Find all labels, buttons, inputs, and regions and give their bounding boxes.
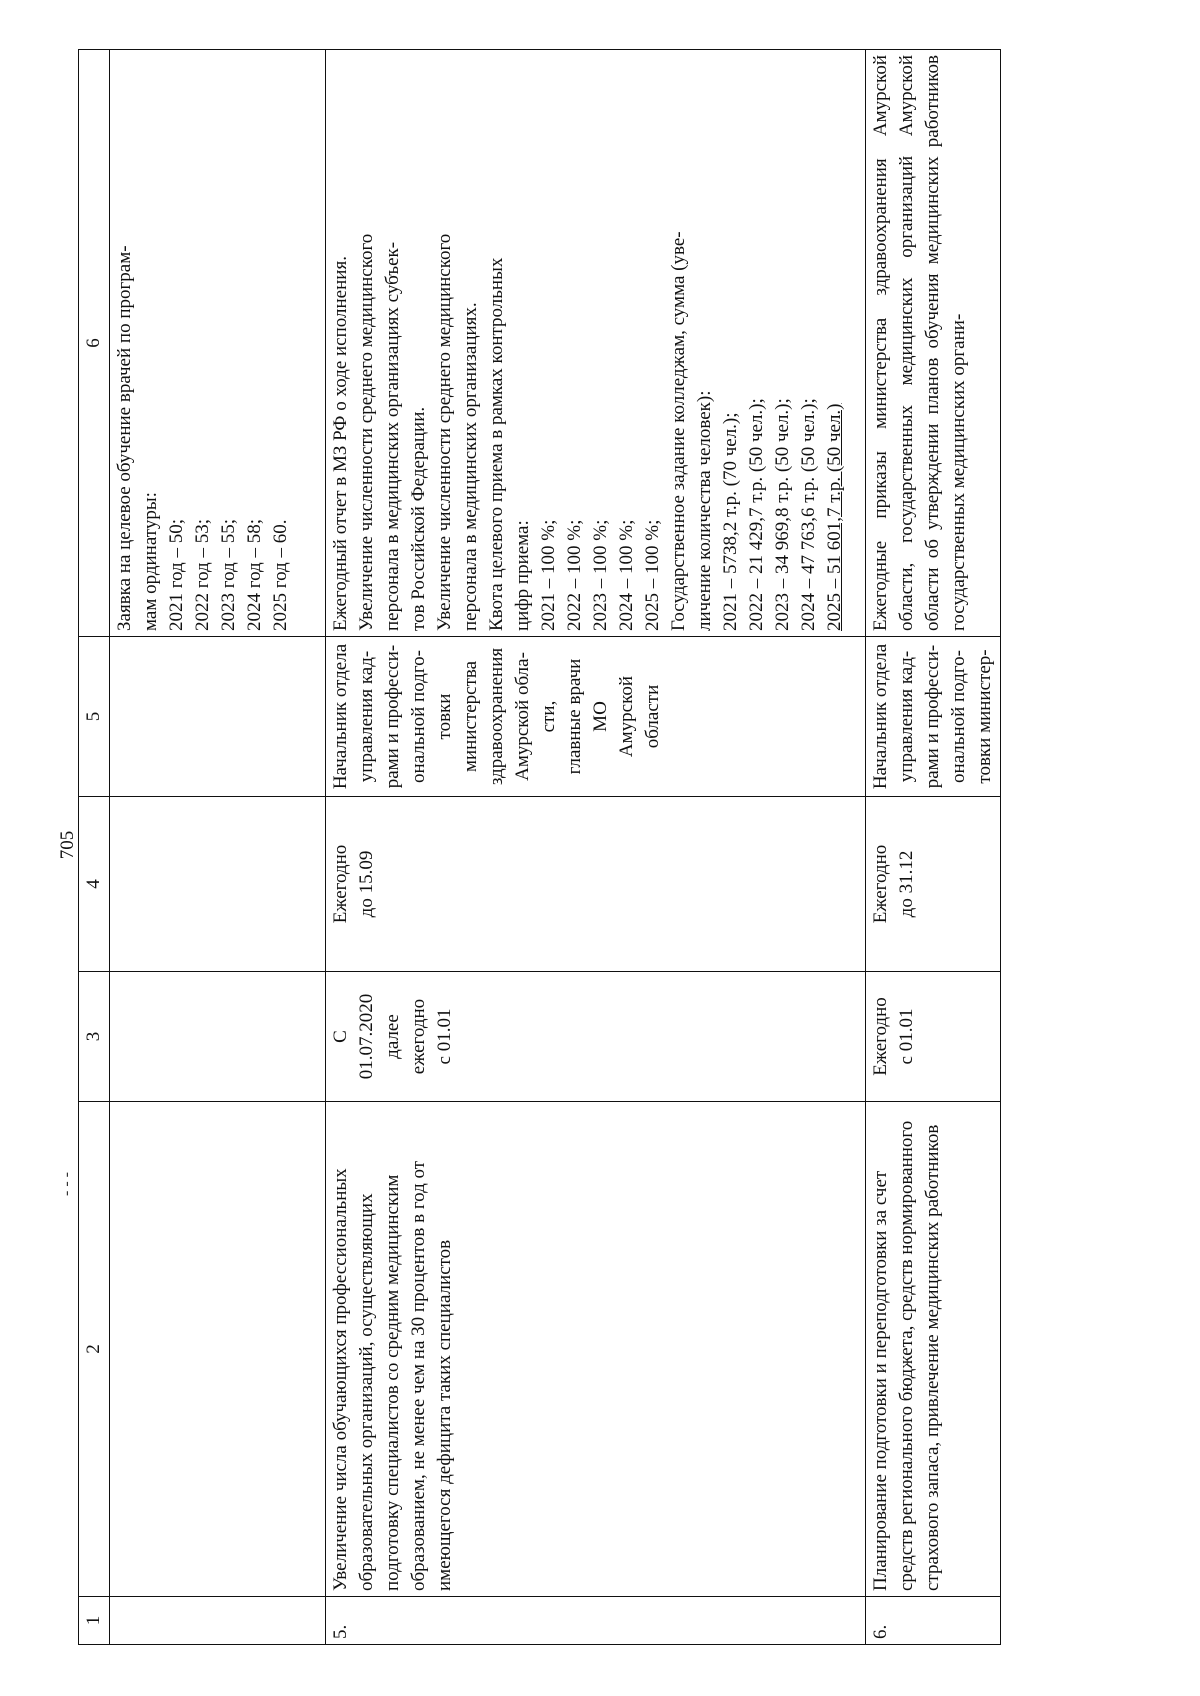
result-line: 2021 год – 50; [166,519,187,631]
table-row-6 [866,50,1001,1645]
cell-responsible [110,637,326,797]
result-line: 2023 год – 55; [218,519,239,631]
result-line: 2024 год – 58; [244,519,265,631]
table-row-continued [110,50,326,1645]
header-col-3: 3 [79,972,110,1102]
cell-result [110,50,326,637]
page-number: 705 [57,830,78,860]
start-date: С 01.07.2020 далее ежегодно с 01.01 [326,972,866,1102]
measure-text: Планирование подготовки и переподготовки за счет средств регионального бюджета, средств нормированного страхового запаса, привлечение медицинских работников [866,1102,1001,1597]
responsible: Начальник отдела управления кад- рами и професси- ональной подго- товки министер- [866,637,1001,797]
result-line: Заявка на целевое обучение врачей по програм- [114,245,135,631]
cell-deadline [110,797,326,972]
result-line: мам ординатуры: [140,492,161,631]
start-date: Ежегодно с 01.01 [866,972,1001,1102]
header-row [79,50,110,1645]
row-number: 6. [866,1597,1001,1645]
result-line: 2025 год – 60. [270,519,291,631]
row-number: 5. [326,1597,866,1645]
result-line: 2022 год – 53; [192,519,213,631]
header-col-2: 2 [79,1102,110,1597]
cell-start [110,972,326,1102]
table-row-5 [326,50,866,1645]
cell-num [110,1597,326,1645]
header-col-4: 4 [79,797,110,972]
measure-text: Увеличение числа обучающихся профессиональных образовательных организаций, осуществляющих подготовку специалистов со средним медицинским образованием, не менее чем на 30 процентов в год от имеющегося дефицита таких специалистов [326,1102,866,1597]
header-col-1: 1 [79,1597,110,1645]
cell-measure [110,1102,326,1597]
result: Ежегодные приказы министерства здравоохранения Амурской области, государственных медицинских организаций Амурской области об утверждении планов обучения медицинских работников государственных медицинских органи- [866,50,1001,637]
result: Ежегодный отчет в МЗ РФ о ходе исполнения. Увеличение численности среднего медицинского персонала в медицинских организациях субъек- тов Российской Федерации. Увеличение численности среднего медицинского персонала в медицинских организациях. Квота целевого приема в рамках контрольных цифр приема: 2021 – 100 %; 2022 – 100 %; 2023 – 100 %; 2024 – 100 %; 2025 – 100 %; Государственное задание колледжам, сумма (уве- личение количества человек): 2021 – 5738,2 т.р. (70 чел.); 2022 – 21 429,7 т.р. (50 чел.); 2023 – 34 969,8 т.р. (50 чел.); 2024 – 47 763,6 т.р. (50 чел.); 2025 – 51 601,7 т.р. (50 чел.) [326,50,866,637]
margin-mark: - - - [57,1172,75,1196]
plan-table [78,49,1001,1645]
rotated-page [78,50,1118,1645]
responsible: Начальник отдела управления кад- рами и професси- ональной подго- товки министерства здравоохранения Амурской обла- сти, главные врачи МО Амурской области [326,637,866,797]
deadline: Ежегодно до 15.09 [326,797,866,972]
header-col-6: 6 [79,50,110,637]
deadline: Ежегодно до 31.12 [866,797,1001,972]
header-col-5: 5 [79,637,110,797]
